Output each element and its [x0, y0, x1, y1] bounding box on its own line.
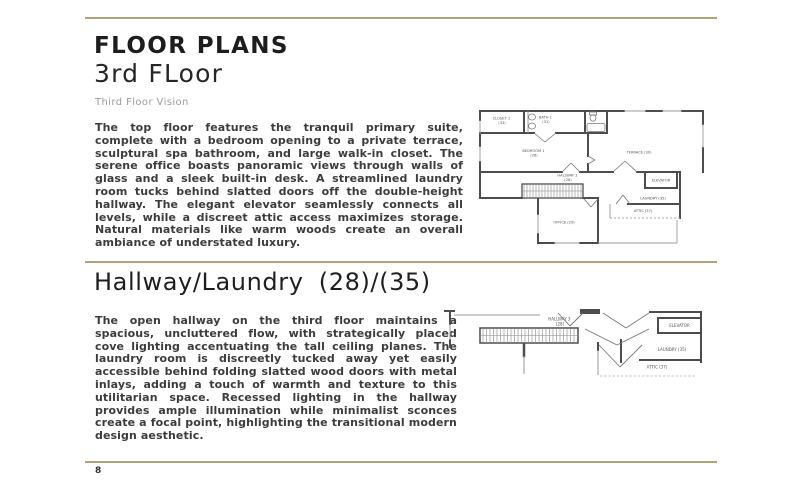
plan-label-bedroom [522, 149, 545, 158]
plan-label-bath [539, 116, 553, 125]
plan-label-attic: ATTIC (37) [633, 209, 653, 213]
plan-windows [480, 111, 703, 243]
hallway-laundry-plan-image [440, 296, 708, 426]
plan-label-hallway-line2: (28) [564, 178, 572, 182]
plan-walls [480, 111, 703, 243]
plan-label-hallway-line1: HALLWAY 3 [557, 173, 578, 178]
section-caption: Third Floor Vision [95, 97, 189, 108]
plan-label-bath-line1: BATH 1 [538, 115, 552, 120]
plan-label-closet-line1: CLOSET 1 [492, 116, 511, 121]
top-divider-rule [85, 17, 717, 19]
plan-label-bath-line2: (31) [542, 120, 550, 124]
third-floor-plan-image [476, 102, 710, 252]
page-title: FLOOR PLANS [94, 33, 289, 59]
plan-label-bedroom-line2: (26) [530, 153, 538, 158]
detail-stairs [480, 328, 578, 343]
detail-label-hallway [548, 317, 572, 327]
hallway-description-text: The open hallway on the third floor maintains a spacious, uncluttered flow, with strategically placed cove lighting accentuating the tall ceiling planes. The laundry room is discreetly tucked away yet easily accessible behind folding slatted wood doors with metal inlays, adding a touch of warmth and texture to this utilitarian space. Recessed lighting in the hallway provides ample illumination while minimalist sconces create a focal point, highlighting the transitional modern design aesthetic. [95, 314, 457, 443]
plan-label-elevator: ELEVATOR [651, 178, 671, 183]
hallway-section-title: Hallway/Laundry (28)/(35) [94, 268, 431, 296]
section-divider-rule [85, 261, 717, 263]
detail-label-attic: ATTIC (37) [646, 364, 668, 370]
plan-label-terrace: TERRACE (30) [626, 150, 652, 155]
page-number: 8 [95, 466, 102, 476]
detail-label-elevator: ELEVATOR [669, 323, 690, 328]
detail-label-hallway-line2: (28) [555, 321, 565, 327]
plan-label-laundry: LAUNDRY (35) [640, 196, 666, 201]
plan-label-closet-line2: (33) [498, 121, 506, 125]
bottom-divider-rule [85, 461, 717, 463]
plan-label-closet [493, 117, 512, 126]
plan-label-office: OFFICE (29) [553, 220, 575, 225]
page-subtitle: 3rd FLoor [94, 59, 224, 88]
plan-stairs [522, 184, 583, 198]
plan-label-bedroom-line1: BEDROOM 1 [522, 149, 545, 153]
detail-label-laundry: LAUNDRY (35) [657, 347, 687, 352]
detail-label-hallway-line1: HALLWAY 3 [548, 316, 571, 322]
floor-description-text: The top floor features the tranquil primary suite, complete with a bedroom opening to a private terrace, sculptural spa bathroom, and large walk-in closet. The serene office boasts panoramic views through walls of glass and a sleek built-in desk. A streamlined laundry room tucks behind slatted doors off the double-height hallway. The elegant elevator seamlessly connects all levels, while a discreet attic access maximizes storage. Natural materials like warm woods create an overall ambiance of understated luxury. [95, 121, 463, 250]
plan-label-hallway [557, 174, 578, 183]
